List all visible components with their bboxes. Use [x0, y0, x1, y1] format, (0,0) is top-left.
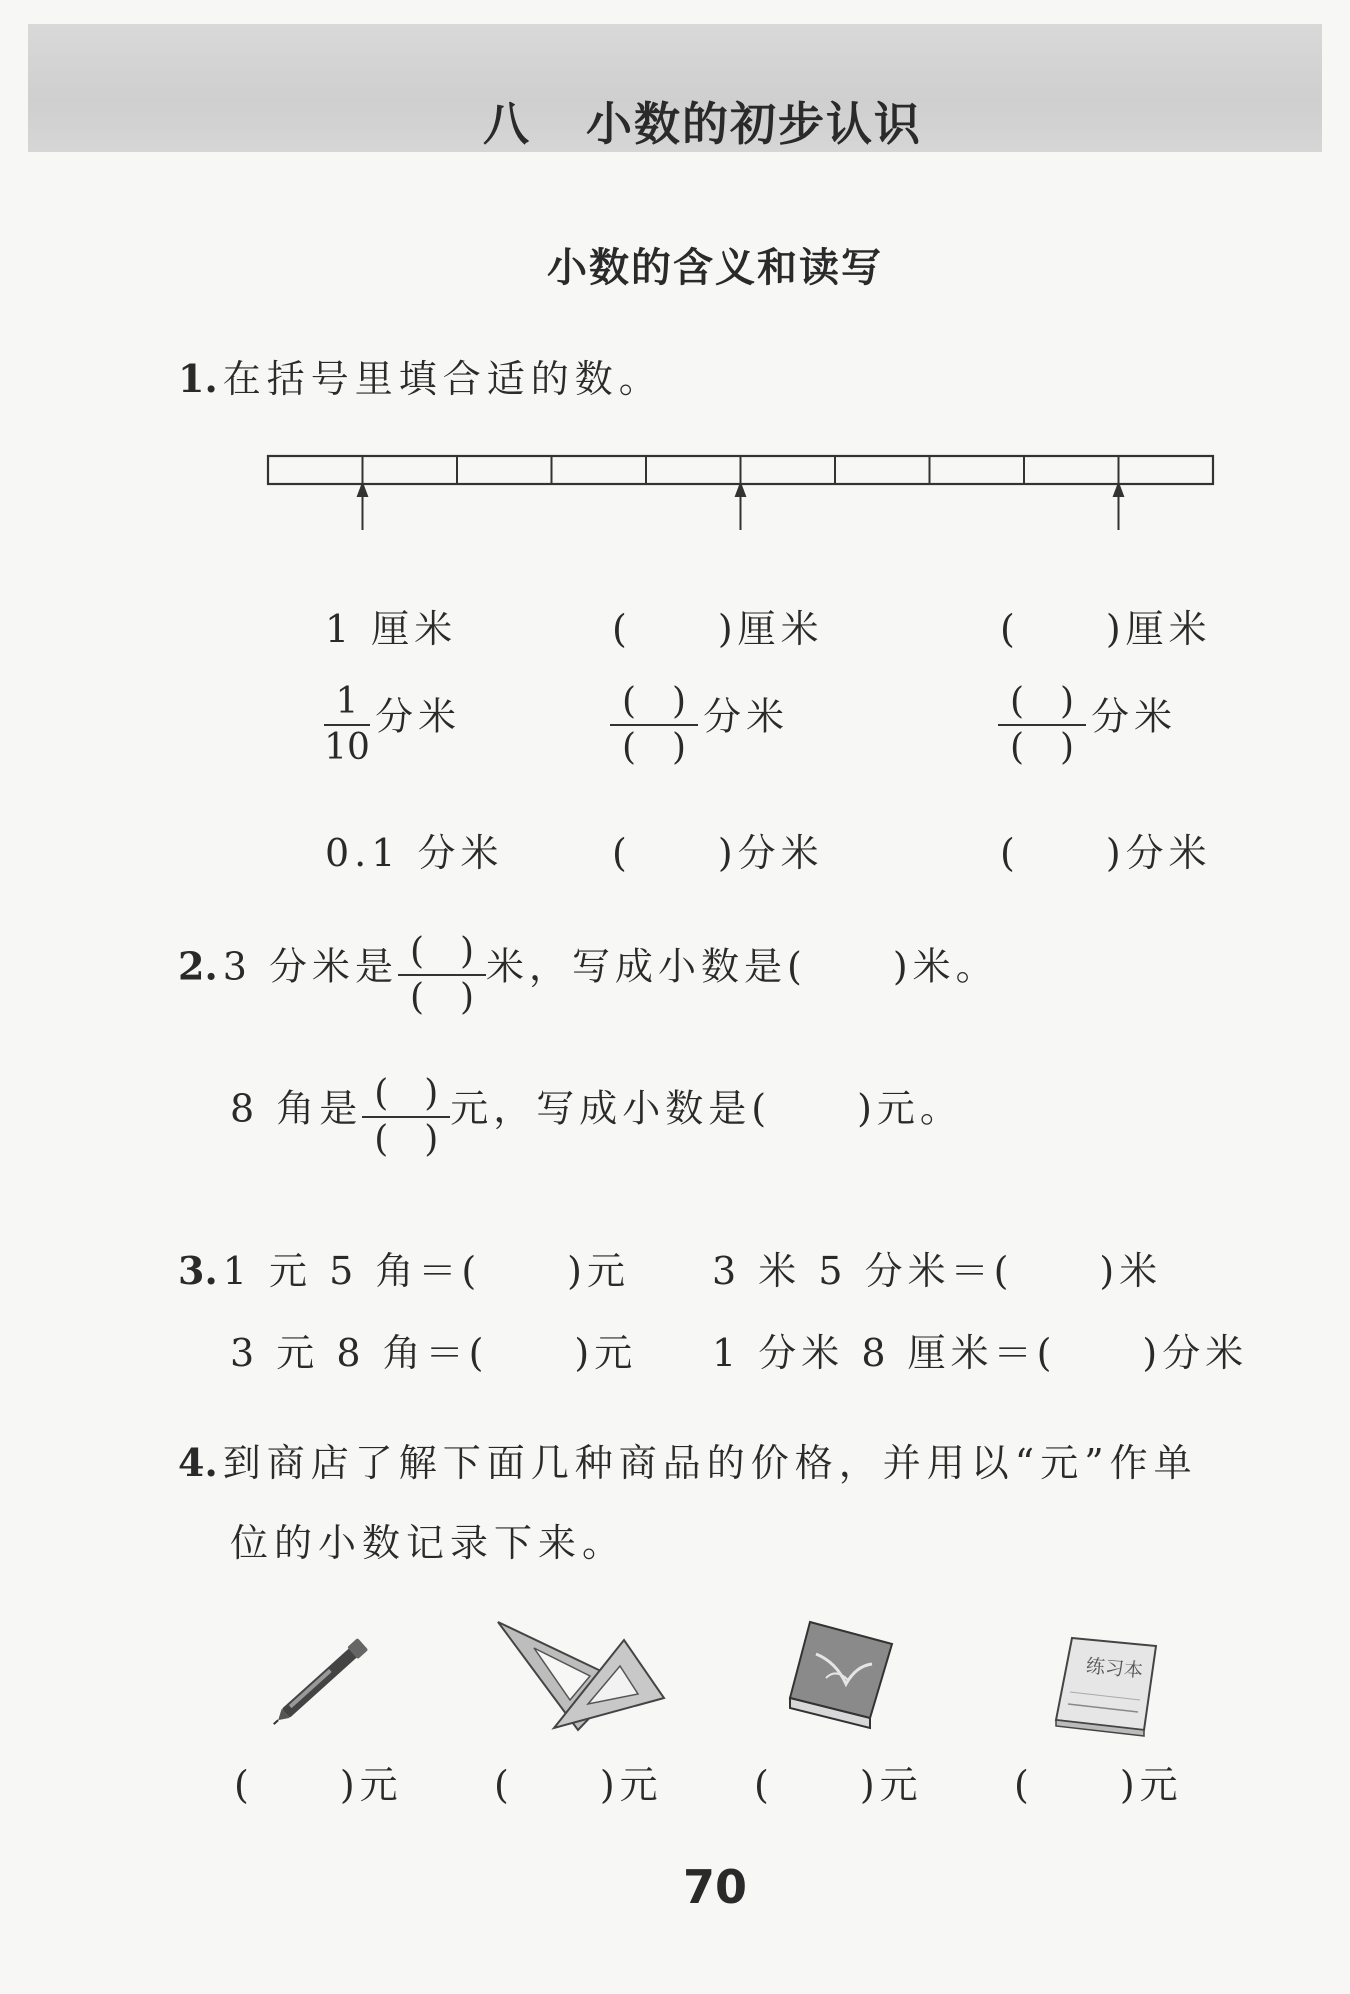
q3-item[interactable]: 3 米 5 分米＝( )米	[712, 1249, 1163, 1293]
q1-row1-col1: 1 厘米	[325, 607, 458, 651]
arrow-up-icon	[358, 484, 367, 530]
answer-blank-notebook[interactable]: ( )元	[1014, 1763, 1183, 1807]
ruler-ticks	[363, 456, 1119, 484]
chapter-number: 八	[483, 97, 529, 151]
question-number: 3.	[178, 1248, 218, 1293]
q1-row2-col1: $\frac{1}{10}$ 分米	[324, 681, 462, 768]
section-title: 小数的含义和读写	[547, 245, 883, 291]
page-number: 70	[682, 1860, 747, 1914]
notebook-label: 练习本	[1085, 1655, 1144, 1683]
q1-row2-col2[interactable]: $\frac{( )}{( )}$ 分米	[610, 680, 789, 770]
q1-row3-col1: 0.1 分米	[325, 831, 504, 875]
arrow-up-icon	[736, 484, 745, 530]
question-text: 在括号里填合适的数。	[222, 357, 663, 401]
fraction-blank[interactable]: $\frac{( )}{( )}$	[362, 1072, 450, 1162]
answer-blank-set-square[interactable]: ( )元	[494, 1763, 663, 1807]
q1-row1-col3[interactable]: ( )厘米	[1000, 607, 1212, 651]
question-number: 4.	[178, 1440, 218, 1485]
q1-row2-col3[interactable]: $\frac{( )}{( )}$ 分米	[998, 680, 1177, 770]
answer-blank-pencil[interactable]: ( )元	[234, 1763, 403, 1807]
question-3-line1	[178, 1240, 630, 1295]
q3-item[interactable]: 1 元 5 角＝( )元	[222, 1249, 631, 1293]
question-2-line2: 8 角是 $\frac{( )}{( )}$ 元，写成小数是( )元。	[230, 1073, 963, 1160]
q3-item[interactable]: 1 分米 8 厘米＝( )分米	[712, 1331, 1249, 1375]
fraction-blank[interactable]: $\frac{( )}{( )}$	[610, 680, 698, 770]
q1-row3-col2[interactable]: ( )分米	[612, 831, 824, 875]
fraction: $\frac{1}{10}$	[324, 681, 370, 768]
book-icon	[786, 1618, 896, 1730]
question-4-line1: 4. 到商店了解下面几种商品的价格，并用以“元”作单	[178, 1440, 1198, 1485]
fraction-blank[interactable]: $\frac{( )}{( )}$	[998, 680, 1086, 770]
arrow-up-icon	[1114, 484, 1123, 530]
question-number: 1.	[178, 356, 218, 401]
pencil-icon	[262, 1628, 388, 1728]
fraction-blank[interactable]: $\frac{( )}{( )}$	[398, 930, 486, 1020]
ruler-diagram	[264, 450, 1224, 536]
question-2-line1: 2. 3 分米是 $\frac{( )}{( )}$ 米，写成小数是( )米。	[178, 931, 999, 1018]
q1-row3-col3[interactable]: ( )分米	[1000, 831, 1212, 875]
question-4-line2: 位的小数记录下来。	[230, 1521, 627, 1565]
q3-item[interactable]: 3 元 8 角＝( )元	[230, 1331, 638, 1375]
answer-blank-book[interactable]: ( )元	[754, 1763, 923, 1807]
notebook-icon	[1050, 1634, 1160, 1738]
chapter-title: 小数的初步认识	[586, 97, 922, 151]
question-1-heading	[178, 348, 663, 403]
set-square-icon	[494, 1618, 670, 1734]
q1-row1-col2[interactable]: ( )厘米	[612, 607, 824, 651]
question-number: 2.	[178, 943, 218, 989]
